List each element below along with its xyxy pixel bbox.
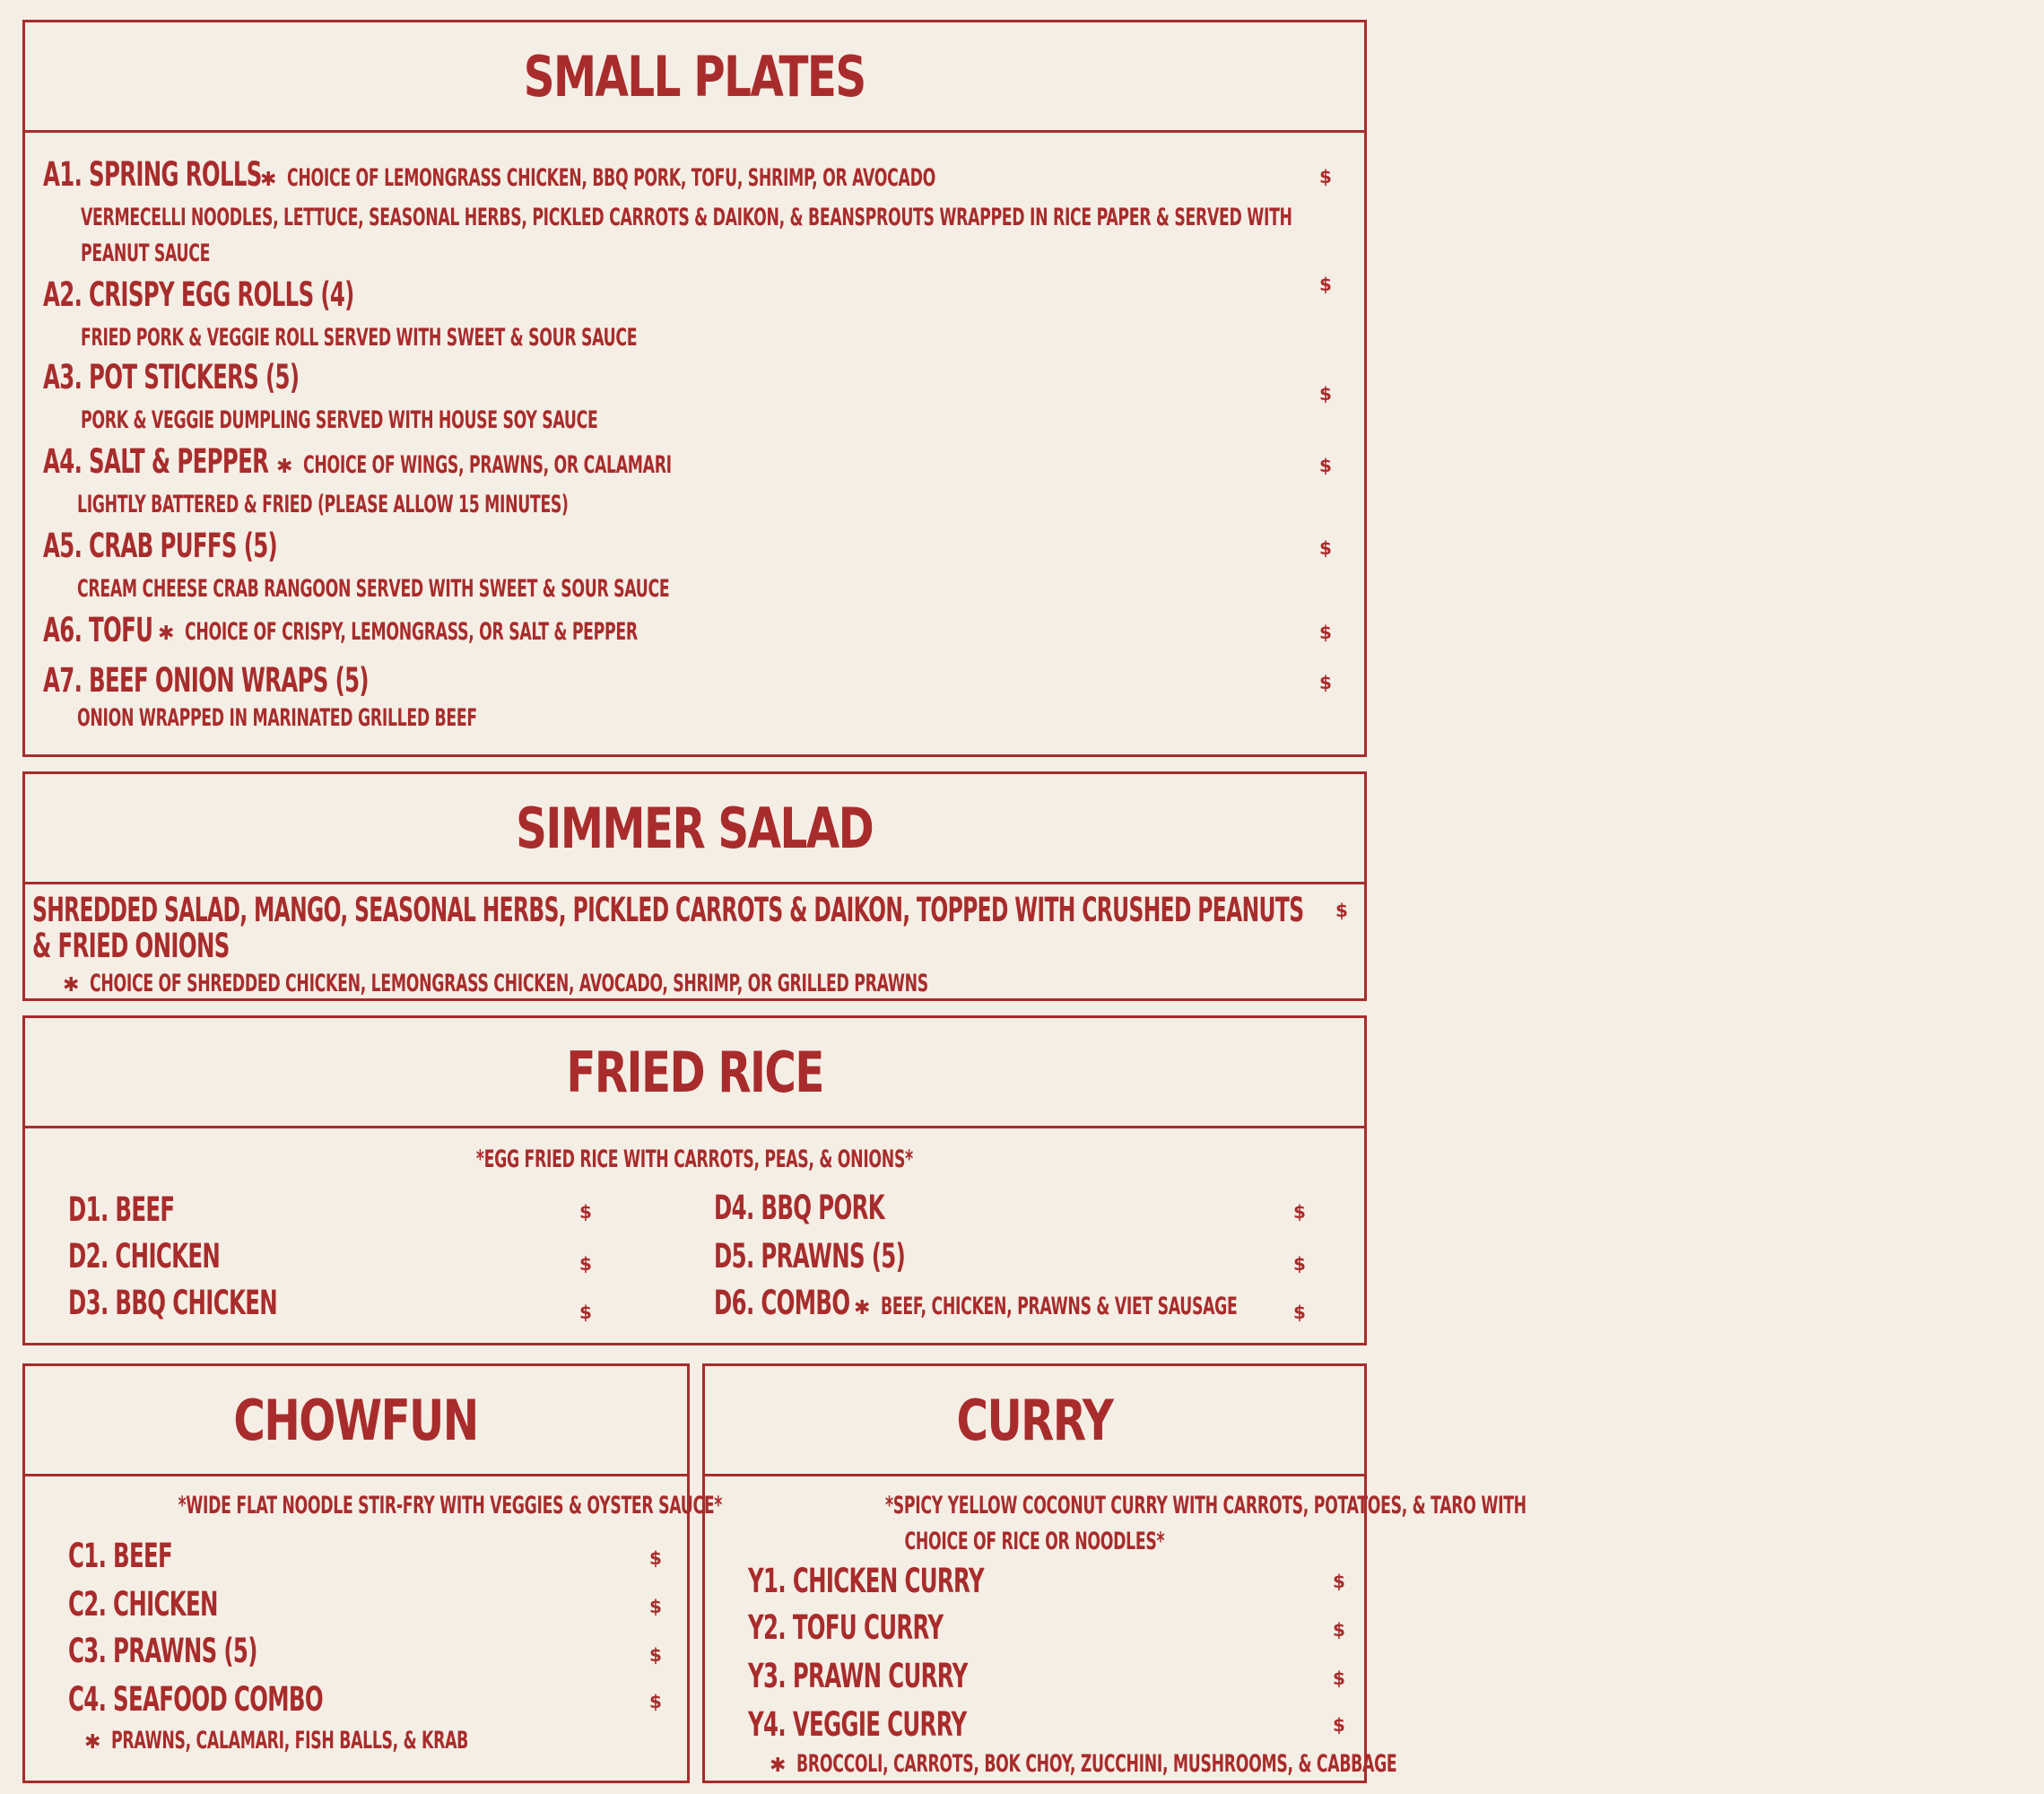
item-price: $ [1333,1714,1345,1736]
menu-item-d1 [68,1190,229,1229]
item-description-cont: PEANUT SAUCE [81,239,211,267]
item-price: $ [579,1253,592,1275]
item-price: $ [1319,274,1332,295]
menu-item-d3 [68,1284,385,1322]
asterisk-flower-icon: ✱ [158,623,175,645]
item-name: D5. PRAWNS (5) [714,1237,906,1276]
item-name: A7. BEEF ONION WRAPS (5) [43,661,369,700]
item-choice-row [273,451,879,479]
section-header [25,1018,1364,1128]
item-choice-row [766,1750,1735,1778]
section-small-plates [22,20,1367,757]
item-price: $ [1319,622,1332,643]
section-title: SIMMER SALAD [516,795,874,861]
item-choice-row [81,1727,669,1755]
section-title: CHOWFUN [233,1387,479,1453]
menu-item-y1 [748,1562,1105,1600]
item-choice: CHOICE OF WINGS, PRAWNS, OR CALAMARI [303,451,673,479]
section-note: *WIDE FLAT NOODLE STIR-FRY WITH VEGGIES & OYSTER SAUCE* [178,1492,723,1520]
salad-price: $ [1335,900,1348,921]
item-name: C1. BEEF [68,1537,173,1575]
item-description: LIGHTLY BATTERED & FRIED (PLEASE ALLOW 15 MINUTES) [77,491,569,518]
asterisk-flower-icon: ✱ [84,1731,101,1754]
section-simmer-salad [22,771,1367,1001]
menu-item-c1 [68,1537,226,1575]
item-price: $ [579,1302,592,1323]
menu-item-a3 [43,358,431,396]
item-choice-row [154,618,892,646]
section-note-cont: CHOICE OF RICE OR NOODLES* [904,1528,1165,1555]
item-description: CREAM CHEESE CRAB RANGOON SERVED WITH SWEET & SOUR SAUCE [77,575,670,603]
section-header [25,1366,687,1476]
item-price: $ [1319,537,1332,559]
menu-item-d4 [714,1189,972,1227]
item-name: A5. CRAB PUFFS (5) [43,527,278,565]
item-price: $ [649,1547,662,1569]
item-price: $ [1319,455,1332,476]
item-name: A4. SALT & PEPPER [43,442,269,481]
menu-item-y4 [748,1705,1079,1744]
item-price: $ [1333,1668,1345,1689]
salad-description: SHREDDED SALAD, MANGO, SEASONAL HERBS, PICKLED CARROTS & DAIKON, TOPPED WITH CRUSHED PEANUTS [32,891,1304,929]
item-price: $ [649,1596,662,1617]
item-price: $ [1293,1253,1306,1275]
item-name: Y1. CHICKEN CURRY [748,1562,984,1600]
section-header [25,774,1364,884]
section-fried-rice [22,1015,1367,1346]
item-choice: BEEF, CHICKEN, PRAWNS & VIET SAUSAGE [881,1293,1238,1320]
asterisk-flower-icon: ✱ [770,1755,787,1777]
menu-item-d2 [68,1237,298,1276]
item-name: A6. TOFU [43,611,153,649]
asterisk-flower-icon: ✱ [854,1297,871,1319]
section-title: CURRY [956,1387,1113,1453]
section-title: FRIED RICE [566,1039,823,1105]
item-name: Y2. TOFU CURRY [748,1608,944,1647]
menu-item-c4 [68,1680,454,1719]
item-price: $ [1333,1619,1345,1641]
menu-item-y3 [748,1657,1081,1695]
item-name: Y4. VEGGIE CURRY [748,1705,967,1744]
item-name: D4. BBQ PORK [714,1189,884,1227]
item-name: D6. COMBO [714,1284,850,1322]
menu-item-c3 [68,1632,354,1670]
menu-item-c2 [68,1585,295,1624]
section-note: *EGG FRIED RICE WITH CARROTS, PEAS, & ONIONS* [476,1145,913,1173]
menu-item-a7 [43,661,536,700]
menu-item-y2 [748,1608,1043,1647]
item-description: PORK & VEGGIE DUMPLING SERVED WITH HOUSE SOY SAUCE [81,406,598,434]
item-choice: CHOICE OF LEMONGRASS CHICKEN, BBQ PORK, TOFU, SHRIMP, OR AVOCADO [287,164,936,192]
item-price: $ [1293,1302,1306,1323]
item-name: Y3. PRAWN CURRY [748,1657,968,1695]
section-curry [702,1363,1526,1783]
salad-description-cont: & FRIED ONIONS [32,927,230,965]
asterisk-flower-icon: ✱ [276,456,293,478]
section-chowfun [22,1363,723,1783]
item-price: $ [579,1201,592,1223]
item-price: $ [649,1691,662,1712]
item-name: C2. CHICKEN [68,1585,218,1624]
item-name: C3. PRAWNS (5) [68,1632,257,1670]
item-description: ONION WRAPPED IN MARINATED GRILLED BEEF [77,704,477,732]
section-note: *SPICY YELLOW COCONUT CURRY WITH CARROTS, POTATOES, & TARO WITH [885,1492,1526,1520]
item-price: $ [1319,383,1332,405]
asterisk-flower-icon: ✱ [63,974,80,997]
item-choice: PRAWNS, CALAMARI, FISH BALLS, & KRAB [111,1727,469,1755]
item-name: A1. SPRING ROLLS [43,155,262,194]
item-description: FRIED PORK & VEGGIE ROLL SERVED WITH SWEET & SOUR SAUCE [81,324,638,352]
salad-choice: CHOICE OF SHREDDED CHICKEN, LEMONGRASS CHICKEN, AVOCADO, SHRIMP, OR GRILLED PRAWNS [90,970,929,997]
menu-item-a5 [43,527,398,565]
item-price: $ [1319,672,1332,693]
item-description: VERMECELLI NOODLES, LETTUCE, SEASONAL HERBS, PICKLED CARROTS & DAIKON, & BEANSPROUTS WRAPPED IN RICE PAPER & SERVED WITH [81,204,1292,231]
item-choice: CHOICE OF CRISPY, LEMONGRASS, OR SALT & PEPPER [185,618,639,646]
item-name: A2. CRISPY EGG ROLLS (4) [43,275,354,314]
item-name: C4. SEAFOOD COMBO [68,1680,323,1719]
salad-choice-row [59,970,1400,997]
item-name: D3. BBQ CHICKEN [68,1284,278,1322]
asterisk-flower-icon: ✱ [260,169,277,191]
item-choice-row [850,1293,1439,1320]
item-name: D1. BEEF [68,1190,175,1229]
item-choice: BROCCOLI, CARROTS, BOK CHOY, ZUCCHINI, MUSHROOMS, & CABBAGE [796,1750,1397,1778]
item-name: D2. CHICKEN [68,1237,221,1276]
item-price: $ [649,1644,662,1666]
menu-item-d5 [714,1237,1004,1276]
item-price: $ [1293,1201,1306,1223]
section-title: SMALL PLATES [524,43,865,109]
menu-item-a2 [43,275,514,314]
section-header [25,22,1364,133]
item-price: $ [1333,1571,1345,1592]
item-price: $ [1319,166,1332,187]
item-name: A3. POT STICKERS (5) [43,358,300,396]
section-header [705,1366,1364,1476]
item-choice-row [257,164,1300,192]
